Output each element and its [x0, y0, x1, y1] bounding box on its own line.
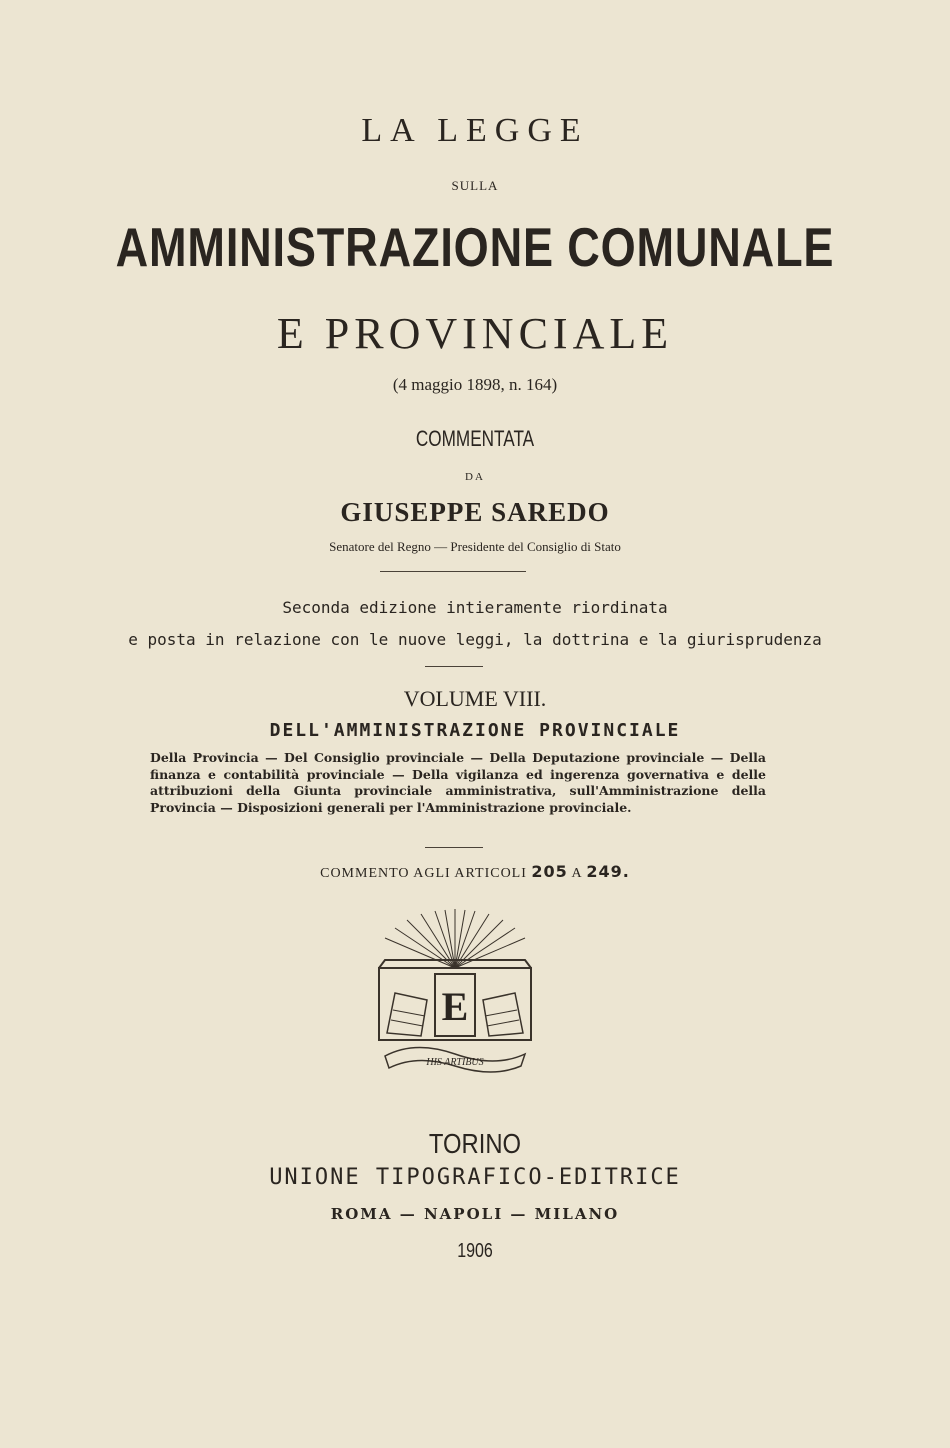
imprint-cities: ROMA — NAPOLI — MILANO [330, 1205, 620, 1223]
author-role: Senatore del Regno — Presidente del Consiglio di Stato [329, 539, 621, 554]
article-from: 205 [531, 862, 568, 881]
volume-label: VOLUME VIII. [403, 686, 547, 711]
divider-rule [425, 666, 483, 667]
title-la-legge: LA LEGGE [361, 112, 589, 149]
divider-rule [380, 571, 526, 572]
volume-contents: Della Provincia — Del Consiglio provinciale — Della Deputazione provinciale — Della finanza e contabilità provinciale — Della vigilanza ed ingerenza governativa e delle attribuzioni della Giunta provinciale amministrativa, sull'Amministrazione della Provincia — Disposizioni generali per l'Amministrazione provinciale. [150, 750, 766, 815]
subtitle: E PROVINCIALE [276, 309, 674, 358]
monogram: E [441, 984, 469, 1029]
divider-rule [425, 847, 483, 848]
volume-subject: DELL'AMMINISTRAZIONE PROVINCIALE [269, 720, 681, 741]
imprint-year: 1906 [457, 1240, 493, 1262]
edition-line-1: Seconda edizione intieramente riordinata [282, 598, 668, 617]
article-to: 249. [586, 862, 630, 881]
commentata-label: COMMENTATA [415, 426, 535, 451]
commento-articoli [0, 862, 950, 882]
main-title: AMMINISTRAZIONE COMUNALE [115, 216, 835, 278]
title-sulla: SULLA [451, 178, 499, 193]
edition-line-2: e posta in relazione con le nuove leggi, la dottrina e la giurisprudenza [128, 630, 822, 649]
da-label: DA [465, 471, 485, 483]
ribbon-text: HIS ARTIBUS [426, 1057, 484, 1068]
author-name: GIUSEPPE SAREDO [340, 497, 610, 527]
commento-prefix: COMMENTO AGLI ARTICOLI [320, 866, 527, 881]
article-connector: A [571, 866, 582, 881]
publisher-emblem [365, 908, 545, 1088]
imprint-publisher: UNIONE TIPOGRAFICO-EDITRICE [269, 1165, 681, 1190]
imprint-city: TORINO [428, 1128, 522, 1159]
law-date: (4 maggio 1898, n. 164) [392, 375, 558, 394]
